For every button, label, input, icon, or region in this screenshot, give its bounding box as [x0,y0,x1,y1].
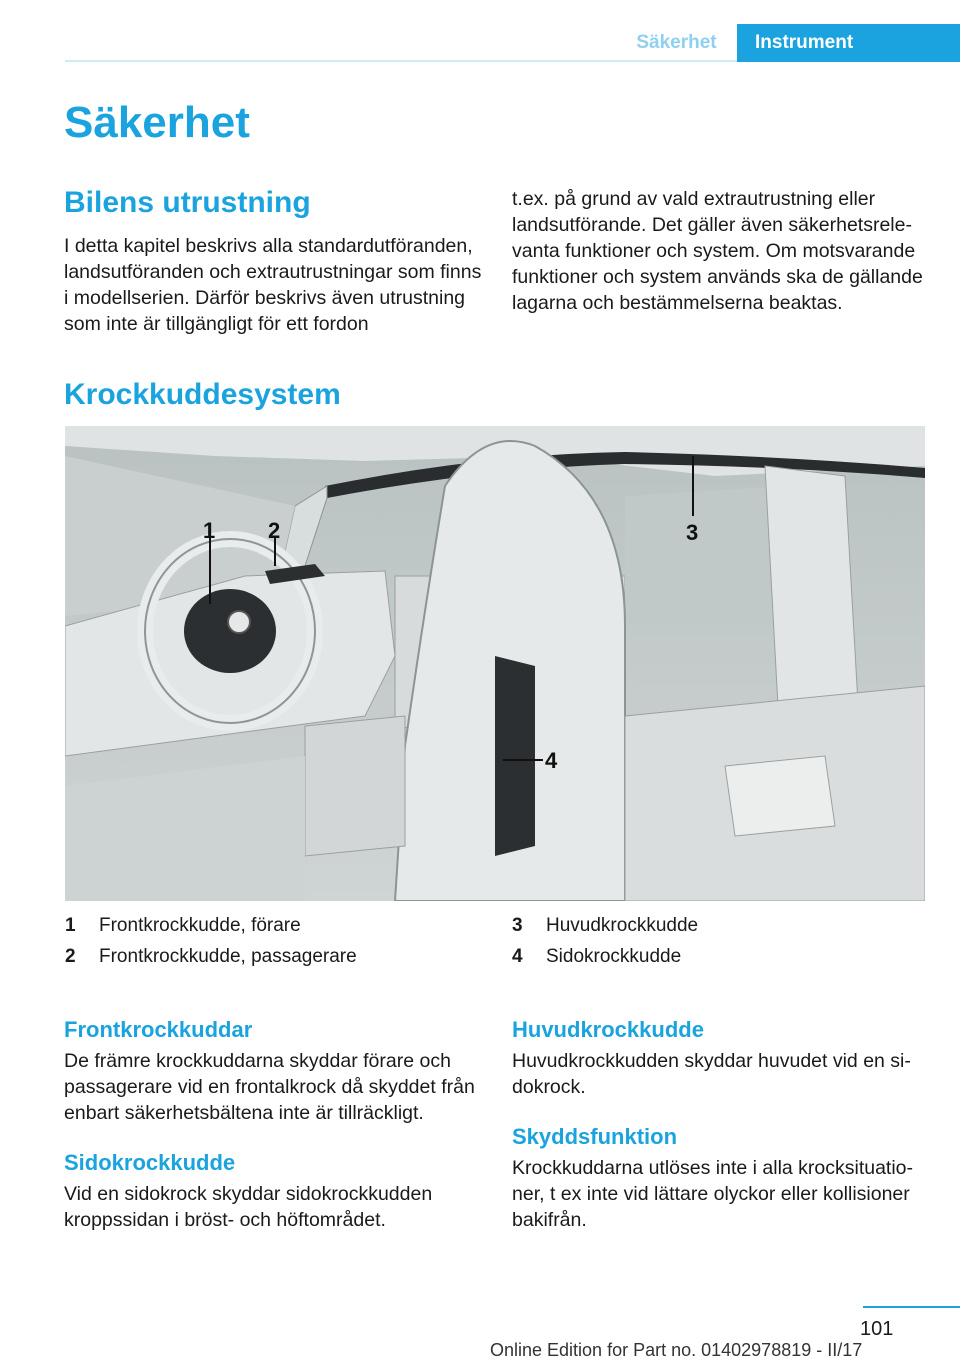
protection-function-text: Krockkuddarna utlöses inte i alla krocksituationer, t ex inte vid lättare olyckor eller kollisioner bakifrån. [512,1157,914,1231]
front-airbags-heading: Frontkrockkuddar [64,1017,253,1042]
callout-label-1: 1 [203,518,216,543]
callout-label-2: 2 [268,518,281,543]
side-airbag-shape [495,656,535,856]
legend-item [65,910,485,941]
legend-text: Frontkrockkudde, passagerare [99,946,357,967]
header-tab-chapter[interactable]: Instrument [737,24,960,62]
header-tab-section[interactable]: Säkerhet [636,32,717,53]
legend-item [512,941,932,972]
legend-item [512,910,932,941]
legend-text: Frontkrockkudde, förare [99,915,301,936]
front-airbags-text: De främre krockkuddarna skyddar förare och passagerare vid en frontalkrock då skyddet från enbart säkerhetsbältena inte är tillräckligt. [64,1050,475,1124]
legend-num: 4 [512,946,523,967]
legend-num: 2 [65,946,76,967]
head-airbag-heading: Huvudkrockkudde [512,1017,704,1042]
callout-label-4: 4 [545,748,558,773]
protection-function-heading: Skyddsfunktion [512,1124,678,1149]
legend-text: Huvudkrockkudde [546,915,699,936]
section-heading-equipment: Bilens utrustning [64,186,311,219]
side-airbag-heading: Sidokrockkudde [64,1150,236,1175]
page-number: 101 [860,1318,894,1340]
section-heading-airbags: Krockkuddesystem [64,378,341,411]
footer-rule [863,1306,960,1308]
callout-label-3: 3 [686,520,699,545]
driver-airbag-shape [184,589,276,673]
legend-num: 1 [65,915,76,936]
page-title: Säkerhet [64,98,250,147]
edition-note: Online Edition for Part no. 01402978819 - II/17 [490,1340,863,1360]
legend-text: Sidokrockkudde [546,946,682,967]
airbag-illustration [65,426,925,901]
car-interior-drawing [65,426,925,901]
side-airbag-text: Vid en sidokrock skyddar sidokrockkudden kroppssidan i bröst- och höftområdet. [64,1183,433,1231]
equipment-text-col1: I detta kapitel beskrivs alla standardutföranden, landsutföranden och extrautrustningar som finns i modellserien. Därför beskrivs även utrustning som inte är tillgängligt för ett fordon [64,235,482,335]
head-airbag-text: Huvudkrockkudden skyddar huvudet vid en sidokrock. [512,1050,911,1098]
legend-item [65,941,485,972]
legend-left [65,910,485,972]
legend-right [512,910,932,972]
legend-num: 3 [512,915,523,936]
equipment-text-col2: t.ex. på grund av vald extrautrustning eller landsutförande. Det gäller även säkerhetsrelevanta funktioner och system. Om motsvarande funktioner och system används ska de gällande lagarna och bestämmelserna beaktas. [512,188,923,314]
